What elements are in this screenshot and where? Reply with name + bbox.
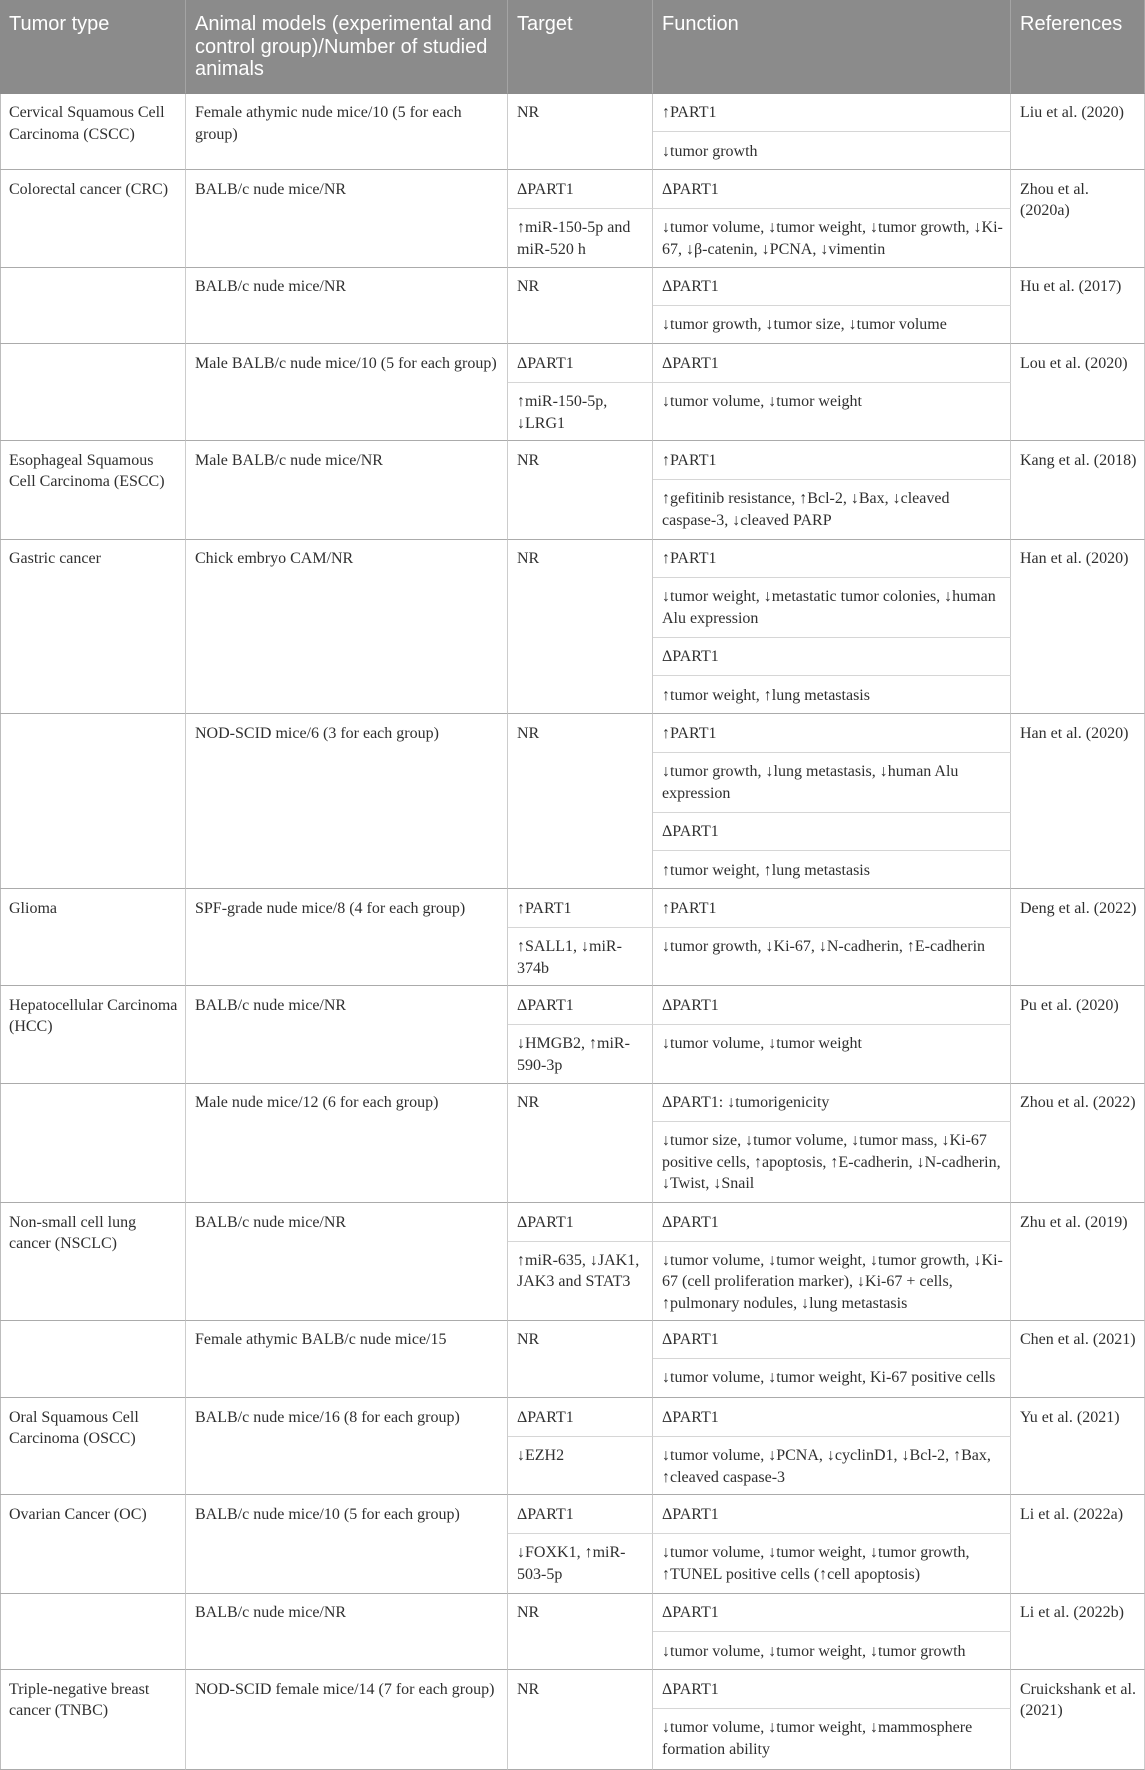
animal-model-cell: BALB/c nude mice/NR bbox=[186, 170, 508, 267]
function-cell: ↑PART1 bbox=[653, 94, 1011, 132]
target-cell: NR bbox=[508, 1084, 653, 1204]
function-cell: ΔPART1 bbox=[653, 268, 1011, 306]
function-cell: ΔPART1 bbox=[653, 986, 1011, 1024]
animal-model-cell: NOD-SCID mice/6 (3 for each group) bbox=[186, 714, 508, 889]
function-cell: ↓tumor volume, ↓tumor weight, ↓tumor growth, ↑TUNEL positive cells (↑cell apoptosis) bbox=[653, 1534, 1011, 1594]
tumor-type-cell: Glioma bbox=[0, 889, 186, 986]
reference-cell: Cruickshank et al. (2021) bbox=[1011, 1670, 1145, 1769]
animal-model-cell: SPF-grade nude mice/8 (4 for each group) bbox=[186, 889, 508, 986]
target-cell: ↑PART1 bbox=[508, 889, 653, 927]
function-cell: ΔPART1 bbox=[653, 813, 1011, 851]
header-animal-models: Animal models (experimental and control group)/Number of studied animals bbox=[186, 0, 508, 94]
reference-cell: Chen et al. (2021) bbox=[1011, 1321, 1145, 1399]
reference-cell: Deng et al. (2022) bbox=[1011, 889, 1145, 986]
header-references: References bbox=[1011, 0, 1145, 94]
animal-model-cell: Male BALB/c nude mice/NR bbox=[186, 441, 508, 539]
function-cell: ↓tumor growth, ↓lung metastasis, ↓human Alu expression bbox=[653, 753, 1011, 813]
reference-cell: Kang et al. (2018) bbox=[1011, 441, 1145, 539]
animal-model-cell: Male nude mice/12 (6 for each group) bbox=[186, 1084, 508, 1204]
reference-cell: Yu et al. (2021) bbox=[1011, 1398, 1145, 1495]
function-cell: ↓tumor growth, ↓Ki-67, ↓N-cadherin, ↑E-cadherin bbox=[653, 928, 1011, 987]
target-cell: NR bbox=[508, 268, 653, 345]
target-cell: ↓HMGB2, ↑miR-590-3p bbox=[508, 1025, 653, 1084]
target-cell: NR bbox=[508, 1321, 653, 1399]
target-cell: NR bbox=[508, 1594, 653, 1671]
tumor-type-cell: Non-small cell lung cancer (NSCLC) bbox=[0, 1203, 186, 1320]
tumor-type-cell bbox=[0, 1321, 186, 1399]
target-cell: NR bbox=[508, 94, 653, 171]
function-cell: ↑tumor weight, ↑lung metastasis bbox=[653, 676, 1011, 714]
function-cell: ↓tumor volume, ↓tumor weight, Ki-67 positive cells bbox=[653, 1359, 1011, 1399]
target-cell: ΔPART1 bbox=[508, 1203, 653, 1241]
animal-model-cell: Female athymic nude mice/10 (5 for each group) bbox=[186, 94, 508, 171]
function-cell: ↑PART1 bbox=[653, 889, 1011, 927]
function-cell: ↓tumor volume, ↓PCNA, ↓cyclinD1, ↓Bcl-2, ↑Bax, ↑cleaved caspase-3 bbox=[653, 1437, 1011, 1496]
target-cell: NR bbox=[508, 540, 653, 715]
tumor-type-cell bbox=[0, 268, 186, 345]
function-cell: ΔPART1 bbox=[653, 344, 1011, 382]
tumor-type-cell: Oral Squamous Cell Carcinoma (OSCC) bbox=[0, 1398, 186, 1495]
header-target: Target bbox=[508, 0, 653, 94]
reference-cell: Hu et al. (2017) bbox=[1011, 268, 1145, 345]
header-function: Function bbox=[653, 0, 1011, 94]
target-cell: NR bbox=[508, 714, 653, 889]
animal-model-cell: Male BALB/c nude mice/10 (5 for each group) bbox=[186, 344, 508, 441]
function-cell: ΔPART1 bbox=[653, 638, 1011, 676]
target-cell: ↑miR-150-5p, ↓LRG1 bbox=[508, 383, 653, 442]
tumor-type-cell: Triple-negative breast cancer (TNBC) bbox=[0, 1670, 186, 1769]
function-cell: ΔPART1 bbox=[653, 1495, 1011, 1533]
function-cell: ΔPART1 bbox=[653, 170, 1011, 208]
function-cell: ↑tumor weight, ↑lung metastasis bbox=[653, 851, 1011, 889]
function-cell: ↑PART1 bbox=[653, 540, 1011, 578]
reference-cell: Han et al. (2020) bbox=[1011, 540, 1145, 715]
target-cell: ΔPART1 bbox=[508, 170, 653, 208]
tumor-type-cell: Hepatocellular Carcinoma (HCC) bbox=[0, 986, 186, 1083]
reference-cell: Li et al. (2022a) bbox=[1011, 1495, 1145, 1593]
target-cell: ↓FOXK1, ↑miR-503-5p bbox=[508, 1534, 653, 1594]
target-cell: ΔPART1 bbox=[508, 1495, 653, 1533]
reference-cell: Zhou et al. (2022) bbox=[1011, 1084, 1145, 1204]
animal-model-cell: BALB/c nude mice/NR bbox=[186, 1594, 508, 1671]
function-cell: ↓tumor volume, ↓tumor weight, ↓mammosphere formation ability bbox=[653, 1709, 1011, 1770]
reference-cell: Zhu et al. (2019) bbox=[1011, 1203, 1145, 1320]
tumor-type-cell: Cervical Squamous Cell Carcinoma (CSCC) bbox=[0, 94, 186, 171]
function-cell: ↓tumor growth bbox=[653, 132, 1011, 170]
target-cell: ↑SALL1, ↓miR-374b bbox=[508, 928, 653, 987]
target-cell: NR bbox=[508, 441, 653, 539]
function-cell: ↑PART1 bbox=[653, 441, 1011, 479]
animal-model-cell: BALB/c nude mice/NR bbox=[186, 986, 508, 1083]
reference-cell: Lou et al. (2020) bbox=[1011, 344, 1145, 441]
tumor-type-cell bbox=[0, 1084, 186, 1204]
function-cell: ↓tumor growth, ↓tumor size, ↓tumor volume bbox=[653, 306, 1011, 344]
reference-cell: Pu et al. (2020) bbox=[1011, 986, 1145, 1083]
animal-model-cell: BALB/c nude mice/NR bbox=[186, 1203, 508, 1320]
target-cell: ΔPART1 bbox=[508, 1398, 653, 1436]
target-cell: ΔPART1 bbox=[508, 986, 653, 1024]
tumor-type-cell bbox=[0, 344, 186, 441]
tumor-type-cell: Colorectal cancer (CRC) bbox=[0, 170, 186, 267]
function-cell: ΔPART1 bbox=[653, 1321, 1011, 1359]
function-cell: ΔPART1 bbox=[653, 1594, 1011, 1632]
reference-cell: Liu et al. (2020) bbox=[1011, 94, 1145, 171]
function-cell: ↓tumor volume, ↓tumor weight, ↓tumor growth, ↓Ki-67, ↓β-catenin, ↓PCNA, ↓vimentin bbox=[653, 209, 1011, 268]
function-cell: ΔPART1 bbox=[653, 1398, 1011, 1436]
animal-model-cell: BALB/c nude mice/10 (5 for each group) bbox=[186, 1495, 508, 1593]
function-cell: ↓tumor weight, ↓metastatic tumor colonies, ↓human Alu expression bbox=[653, 578, 1011, 638]
function-cell: ΔPART1 bbox=[653, 1203, 1011, 1241]
animal-model-cell: BALB/c nude mice/NR bbox=[186, 268, 508, 345]
animal-model-cell: BALB/c nude mice/16 (8 for each group) bbox=[186, 1398, 508, 1495]
tumor-type-cell: Gastric cancer bbox=[0, 540, 186, 715]
reference-cell: Zhou et al. (2020a) bbox=[1011, 170, 1145, 267]
function-cell: ↓tumor volume, ↓tumor weight bbox=[653, 383, 1011, 442]
reference-cell: Li et al. (2022b) bbox=[1011, 1594, 1145, 1671]
tumor-type-cell bbox=[0, 1594, 186, 1671]
function-cell: ↓tumor volume, ↓tumor weight bbox=[653, 1025, 1011, 1084]
animal-model-cell: Chick embryo CAM/NR bbox=[186, 540, 508, 715]
function-cell: ↓tumor volume, ↓tumor weight, ↓tumor growth bbox=[653, 1632, 1011, 1670]
animal-model-cell: NOD-SCID female mice/14 (7 for each group) bbox=[186, 1670, 508, 1769]
target-cell: NR bbox=[508, 1670, 653, 1769]
function-cell: ΔPART1 bbox=[653, 1670, 1011, 1708]
function-cell: ↑PART1 bbox=[653, 714, 1011, 752]
header-tumor-type: Tumor type bbox=[0, 0, 186, 94]
animal-model-cell: Female athymic BALB/c nude mice/15 bbox=[186, 1321, 508, 1399]
target-cell: ↑miR-150-5p and miR-520 h bbox=[508, 209, 653, 268]
function-cell: ↑gefitinib resistance, ↑Bcl-2, ↓Bax, ↓cleaved caspase-3, ↓cleaved PARP bbox=[653, 480, 1011, 540]
target-cell: ΔPART1 bbox=[508, 344, 653, 382]
reference-cell: Han et al. (2020) bbox=[1011, 714, 1145, 889]
target-cell: ↓EZH2 bbox=[508, 1437, 653, 1496]
function-cell: ↓tumor volume, ↓tumor weight, ↓tumor growth, ↓Ki-67 (cell proliferation marker), ↓Ki-67 + cells, ↑pulmonary nodules, ↓lung metastasis bbox=[653, 1242, 1011, 1321]
tumor-type-cell: Ovarian Cancer (OC) bbox=[0, 1495, 186, 1593]
function-cell: ΔPART1: ↓tumorigenicity bbox=[653, 1084, 1011, 1122]
tumor-type-cell bbox=[0, 714, 186, 889]
target-cell: ↑miR-635, ↓JAK1, JAK3 and STAT3 bbox=[508, 1242, 653, 1321]
tumor-type-cell: Esophageal Squamous Cell Carcinoma (ESCC) bbox=[0, 441, 186, 539]
function-cell: ↓tumor size, ↓tumor volume, ↓tumor mass, ↓Ki-67 positive cells, ↑apoptosis, ↑E-cadherin, ↓N-cadherin, ↓Twist, ↓Snail bbox=[653, 1122, 1011, 1203]
